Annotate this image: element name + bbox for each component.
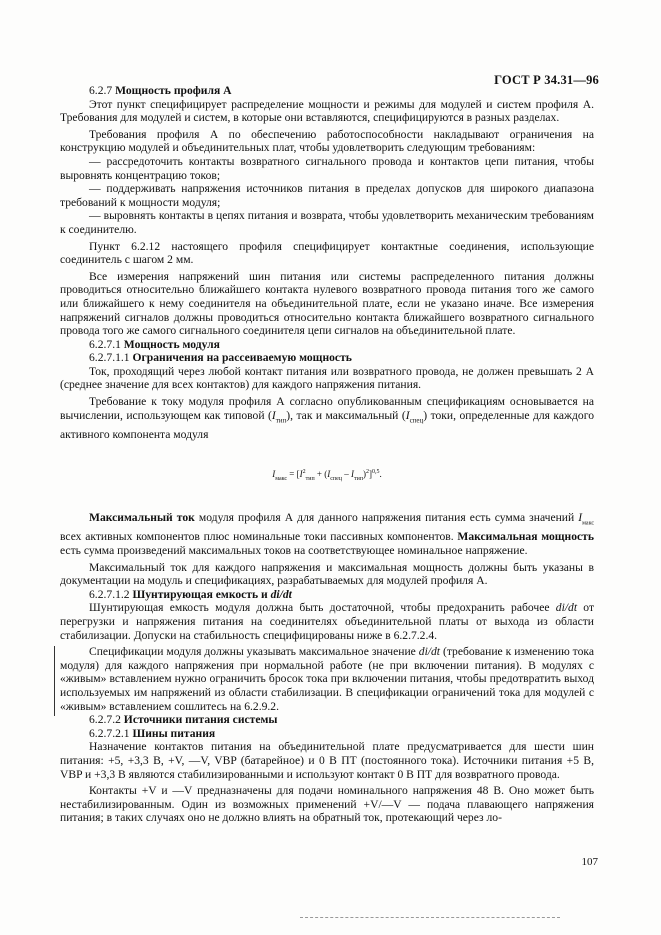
section-title: Источники питания системы [123,713,278,727]
paragraph: Требование к току модуля профиля А согласно опубликованным спецификациям основывается на вычислении, использующем как типовой $(I_{тип})$, так и максимальный $(I_{спец})$ токи, определенные для каждого активного компонента модуля [60,395,594,441]
section-title-italic: di/dt [270,587,292,601]
section-title: Мощность модуля [123,337,220,351]
section-heading [60,588,594,602]
paragraph: Максимальный ток модуля профиля А для данного напряжения питания есть сумма значений $I_{макс}$ всех активных компонентов плюс номинальные токи пассивных компонентов. Максимальная мощность есть сумма произведений максимальных токов на соответствующее номинальное напряжение. [60,510,595,558]
paragraph: Шунтирующая емкость модуля должна быть достаточной, чтобы предохранить рабочее di/dt от перегрузки и напряжения питания на соединителях объединительной платы от выхода из области стабилизации. Допуски на стабильность специфицированы ниже в 6.2.7.2.4. [60,601,595,642]
list-item: — рассредоточить контакты возвратного сигнального провода и контактов цепи питания, чтобы выровнять концентрацию токов; [60,154,594,182]
list-item: — поддерживать напряжения источников питания в пределах допусков для широкого диапазона требований к мощности модуля; [60,182,594,209]
paragraph: Контакты +V и —V предназначены для подачи номинального напряжения 48 В. Оно может быть нестабилизированным. Один из возможных применений +V/—V — подача плавающего напряжения питания; в таких случаях оно не должно влиять на обратный ток, протекающий через ло- [60,784,594,825]
document-body [60,84,594,825]
section-number: 6.2.7.1 [89,337,121,351]
section-title: Шины питания [132,726,216,740]
section-title: Ограничения на рассеиваемую мощность [132,351,352,365]
section-number: 6.2.7.2 [89,713,121,727]
page-number: 107 [581,856,598,868]
section-heading [60,727,594,741]
section-heading [60,713,594,727]
section-number: 6.2.7 [89,84,113,97]
paragraph: Этот пункт специфицирует распределение мощности и режимы для модулей и систем профиля А. Требования для модулей и систем, в которые они вставляются, специфицируются в разных разделах. [60,97,594,125]
standard-header: ГОСТ Р 34.31—96 [494,73,599,87]
section-title: Шунтирующая емкость и [132,587,271,601]
section-number: 6.2.7.1.2 [89,587,130,601]
section-number: 6.2.7.1.1 [89,351,130,365]
paragraph: Назначение контактов питания на объединительной плате предусматривается для шести шин питания: +5, +3,3 В, +V, —V, VBP (батарейное) и 0 В ПТ (постоянного тока). Источники питания +5 В, VBP и +3,3 В являются стабилизированными и используют контакт 0 В ПТ для возвратного провода. [60,740,594,781]
paragraph: Спецификации модуля должны указывать максимальное значение di/dt (требование к изменению тока модуля) для каждого напряжения при нормальной работе (не при включении питания). В модулях с «живым» вставлением нужно ограничить бросок тока при включении питания, чтобы предотвратить выход используемых им напряжений из области стабилизации. В спецификации ограничений тока для модулей с «живым» вставлением сошлитесь на 6.2.9.2. [60,645,594,713]
paragraph: Все измерения напряжений шин питания или системы распределенного питания должны проводиться относительно ближайшего контакта нулевого возвратного провода питания того же самого или ближайшего к нему соединителя на объединительной плате, если не указано иначе. Все измерения напряжений сигналов должны проводиться относительно контакта ближайшего возвратного сигнального провода того же самого сигнального соединителя цепи сигналов на объединительной плате. [60,269,594,338]
paragraph: Максимальный ток для каждого напряжения и максимальная мощность должны быть указаны в документации на модуль и спецификациях, разрабатываемых для модулей профиля А. [60,560,594,588]
formula-max-current: $I_{макс} = [I^2_{тип} + (I_{спец} - I_{тип})^2]^{0,5}$. [272,469,382,482]
section-heading [60,84,594,98]
scan-edge-line [300,917,560,918]
paragraph: Ток, проходящий через любой контакт питания или возвратного провода, не должен превышать 2 А (среднее значение для всех контактов) для каждого напряжения питания. [60,364,594,392]
list-item: — выровнять контакты в цепях питания и возврата, чтобы удовлетворить механическим требованиям к соединителю. [60,209,594,236]
section-title: Мощность профиля А [115,84,232,97]
paragraph: Пункт 6.2.12 настоящего профиля специфицирует контактные соединения, использующие соединитель с шагом 2 мм. [60,239,594,267]
section-heading [60,351,594,365]
change-bar [54,646,55,716]
section-number: 6.2.7.2.1 [89,726,130,740]
paragraph: Требования профиля А по обеспечению работоспособности накладывают ограничения на конструкцию модулей и объединительных плат, чтобы удовлетворить следующим требованиям: [60,127,594,155]
section-heading [60,338,594,352]
